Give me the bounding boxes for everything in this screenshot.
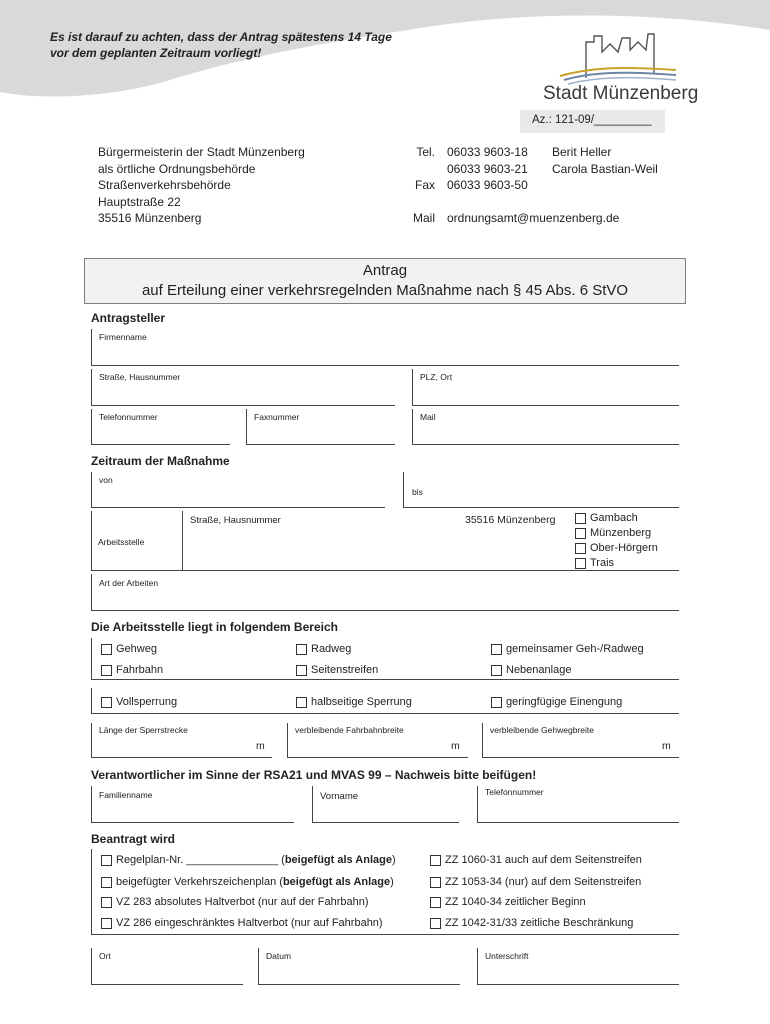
contact-persons: [552, 144, 658, 177]
unit-m: m: [662, 740, 671, 752]
request-regelplan[interactable]: [101, 854, 396, 866]
option-nebenanlage[interactable]: [491, 664, 571, 676]
district-label: Ober-Hörgern: [590, 542, 658, 554]
work-type-label: Art der Arbeiten: [99, 578, 159, 588]
option-label: Seitenstreifen: [311, 664, 379, 676]
place-label: Ort: [99, 951, 111, 961]
request-label-bold: beigefügt als Anlage: [284, 854, 392, 866]
option-label: gemeinsamer Geh-/Radweg: [506, 643, 644, 655]
phone-field[interactable]: [91, 409, 230, 445]
company-field[interactable]: [91, 329, 679, 366]
firstname-field[interactable]: [312, 786, 459, 823]
checkbox[interactable]: [101, 877, 112, 888]
district-label: Münzenberg: [590, 527, 652, 539]
request-label-bold: beigefügt als Anlage: [282, 876, 391, 888]
mail-label: Mail: [412, 211, 435, 225]
contact-labels: [405, 144, 435, 227]
mail-field[interactable]: [412, 409, 679, 445]
district-trais[interactable]: [575, 557, 658, 572]
section-responsible: Verantwortlicher im Sinne der RSA21 und MVAS 99 – Nachweis bitte beifügen!: [91, 768, 537, 782]
fax-field[interactable]: [246, 409, 395, 445]
hint-line-1: Es ist darauf zu achten, dass der Antrag spätestens 14 Tage: [50, 30, 392, 44]
street-field[interactable]: [91, 369, 395, 406]
request-label-end: ): [391, 854, 396, 866]
work-type-field[interactable]: [91, 574, 679, 611]
company-label: Firmenname: [99, 332, 147, 342]
request-label: ZZ 1042-31/33 zeitliche Beschränkung: [445, 917, 634, 929]
district-label: Trais: [590, 557, 615, 569]
section-requested: Beantragt wird: [91, 832, 176, 846]
lastname-field[interactable]: [91, 786, 294, 823]
request-label-end: ): [390, 876, 394, 888]
checkbox[interactable]: [491, 665, 502, 676]
to-date-field[interactable]: [403, 472, 679, 508]
address-line: 35516 Münzenberg: [98, 211, 202, 225]
checkbox[interactable]: [101, 897, 112, 908]
section-applicant: Antragsteller: [91, 311, 166, 325]
hint-line-2: vor dem geplanten Zeitraum vorliegt!: [50, 46, 262, 60]
option-label: halbseitige Sperrung: [311, 696, 412, 708]
tel-1: 06033 9603-18: [447, 145, 528, 159]
option-radweg[interactable]: [296, 643, 351, 655]
responsible-phone-label: Telefonnummer: [485, 787, 544, 797]
checkbox[interactable]: [575, 543, 586, 554]
fax-label: Faxnummer: [254, 412, 300, 422]
street-label: Straße, Hausnummer: [99, 372, 181, 382]
section-period: Zeitraum der Maßnahme: [91, 454, 230, 468]
walk-width-label: verbleibende Gehwegbreite: [490, 725, 594, 735]
from-label: von: [99, 475, 113, 485]
checkbox[interactable]: [491, 697, 502, 708]
request-vz286[interactable]: [101, 917, 383, 929]
request-label: ZZ 1060-31 auch auf dem Seitenstreifen: [445, 854, 642, 866]
checkbox[interactable]: [430, 877, 441, 888]
reference-number: Az.: 121-09/_________: [520, 110, 665, 133]
contact-name-2: Carola Bastian-Weil: [552, 161, 658, 176]
checkbox[interactable]: [101, 855, 112, 866]
title-line-2: auf Erteilung einer verkehrsregelnden Maßnahme nach § 45 Abs. 6 StVO: [141, 282, 629, 299]
fax-label: Fax: [414, 178, 435, 192]
checkbox[interactable]: [101, 665, 112, 676]
district-muenzenberg[interactable]: [575, 527, 658, 542]
address-line: als örtliche Ordnungsbehörde: [98, 161, 256, 176]
lastname-label: Familienname: [99, 790, 153, 800]
unit-m: m: [451, 740, 460, 752]
tel-2: 06033 9603-21: [447, 161, 528, 176]
checkbox[interactable]: [575, 528, 586, 539]
worksite-street-label: Straße, Hausnummer: [190, 515, 281, 526]
request-label: ZZ 1040-34 zeitlicher Beginn: [445, 896, 586, 908]
option-einengung[interactable]: [491, 696, 622, 708]
fax-number: 06033 9603-50: [447, 178, 528, 192]
signature-field[interactable]: [477, 948, 679, 985]
checkbox[interactable]: [296, 665, 307, 676]
tel-label: Tel.: [416, 145, 435, 159]
closure-length-field[interactable]: [91, 723, 272, 758]
section-area: Die Arbeitsstelle liegt in folgendem Bereich: [91, 620, 338, 634]
request-label: beigefügter Verkehrszeichenplan (: [116, 876, 283, 888]
request-zz1053[interactable]: [430, 876, 641, 888]
phone-label: Telefonnummer: [99, 412, 158, 422]
district-gambach[interactable]: [575, 512, 658, 527]
option-fahrbahn[interactable]: [101, 664, 163, 676]
option-label: Fahrbahn: [116, 664, 164, 676]
firstname-label: Vorname: [320, 791, 359, 802]
title-line-1: Antrag: [362, 262, 408, 279]
date-label: Datum: [266, 951, 292, 961]
mail-address: ordnungsamt@muenzenberg.de: [447, 211, 620, 225]
request-label: VZ 286 eingeschränktes Haltverbot (nur auf Fahrbahn): [116, 917, 383, 929]
option-geh-radweg[interactable]: [491, 643, 644, 655]
address-line: Hauptstraße 22: [98, 194, 181, 209]
unit-m: m: [256, 740, 265, 752]
road-width-label: verbleibende Fahrbahnbreite: [295, 725, 404, 735]
checkbox[interactable]: [296, 697, 307, 708]
district-ober-hoergern[interactable]: [575, 542, 658, 557]
request-label: Regelplan-Nr. _______________ (: [116, 854, 285, 866]
from-date-field[interactable]: [91, 472, 385, 508]
date-field[interactable]: [258, 948, 460, 985]
logo-text: Stadt Münzenberg: [543, 83, 699, 104]
place-field[interactable]: [91, 948, 243, 985]
closure-length-label: Länge der Sperrstrecke: [99, 725, 188, 735]
submission-hint: [50, 29, 392, 61]
checkbox[interactable]: [296, 644, 307, 655]
option-vollsperrung[interactable]: [101, 696, 177, 708]
option-gehweg[interactable]: [101, 643, 157, 655]
contact-name-1: Berit Heller: [552, 145, 612, 159]
request-vz-plan[interactable]: [101, 876, 394, 888]
option-label: geringfügige Einengung: [506, 696, 623, 708]
checkbox[interactable]: [575, 558, 586, 569]
worksite-label: Arbeitsstelle: [98, 537, 145, 547]
option-label: Radweg: [311, 643, 352, 655]
plz-field[interactable]: [412, 369, 679, 406]
city-logo-icon: [558, 30, 678, 85]
plz-label: PLZ, Ort: [420, 372, 453, 382]
checkbox[interactable]: [491, 644, 502, 655]
request-label: ZZ 1053-34 (nur) auf dem Seitenstreifen: [445, 876, 642, 888]
checkbox[interactable]: [575, 513, 586, 524]
checkbox[interactable]: [101, 918, 112, 929]
option-label: Gehweg: [116, 643, 157, 655]
checkbox[interactable]: [430, 918, 441, 929]
option-halbseitig[interactable]: [296, 696, 412, 708]
checkbox[interactable]: [101, 644, 112, 655]
request-zz1060[interactable]: [430, 854, 642, 866]
signature-label: Unterschrift: [485, 951, 529, 961]
option-seitenstreifen[interactable]: [296, 664, 378, 676]
mail-field-label: Mail: [420, 412, 436, 422]
worksite-town: 35516 Münzenberg: [465, 514, 556, 526]
option-label: Vollsperrung: [116, 696, 178, 708]
responsible-phone-field[interactable]: [477, 786, 679, 823]
walk-width-field[interactable]: [482, 723, 679, 758]
form-title: [84, 258, 686, 304]
request-zz1040[interactable]: [430, 896, 586, 908]
checkbox[interactable]: [430, 897, 441, 908]
option-label: Nebenanlage: [506, 664, 572, 676]
district-options: [575, 512, 658, 572]
road-width-field[interactable]: [287, 723, 468, 758]
request-zz1042[interactable]: [430, 917, 633, 929]
request-vz283[interactable]: [101, 896, 369, 908]
address-line: Straßenverkehrsbehörde: [98, 178, 231, 192]
address-line: Bürgermeisterin der Stadt Münzenberg: [98, 145, 305, 159]
request-label: VZ 283 absolutes Haltverbot (nur auf der Fahrbahn): [116, 896, 369, 908]
worksite-divider: [182, 511, 183, 571]
checkbox[interactable]: [101, 697, 112, 708]
checkbox[interactable]: [430, 855, 441, 866]
authority-address: [98, 144, 305, 227]
to-label: bis: [412, 487, 423, 497]
district-label: Gambach: [590, 512, 638, 524]
